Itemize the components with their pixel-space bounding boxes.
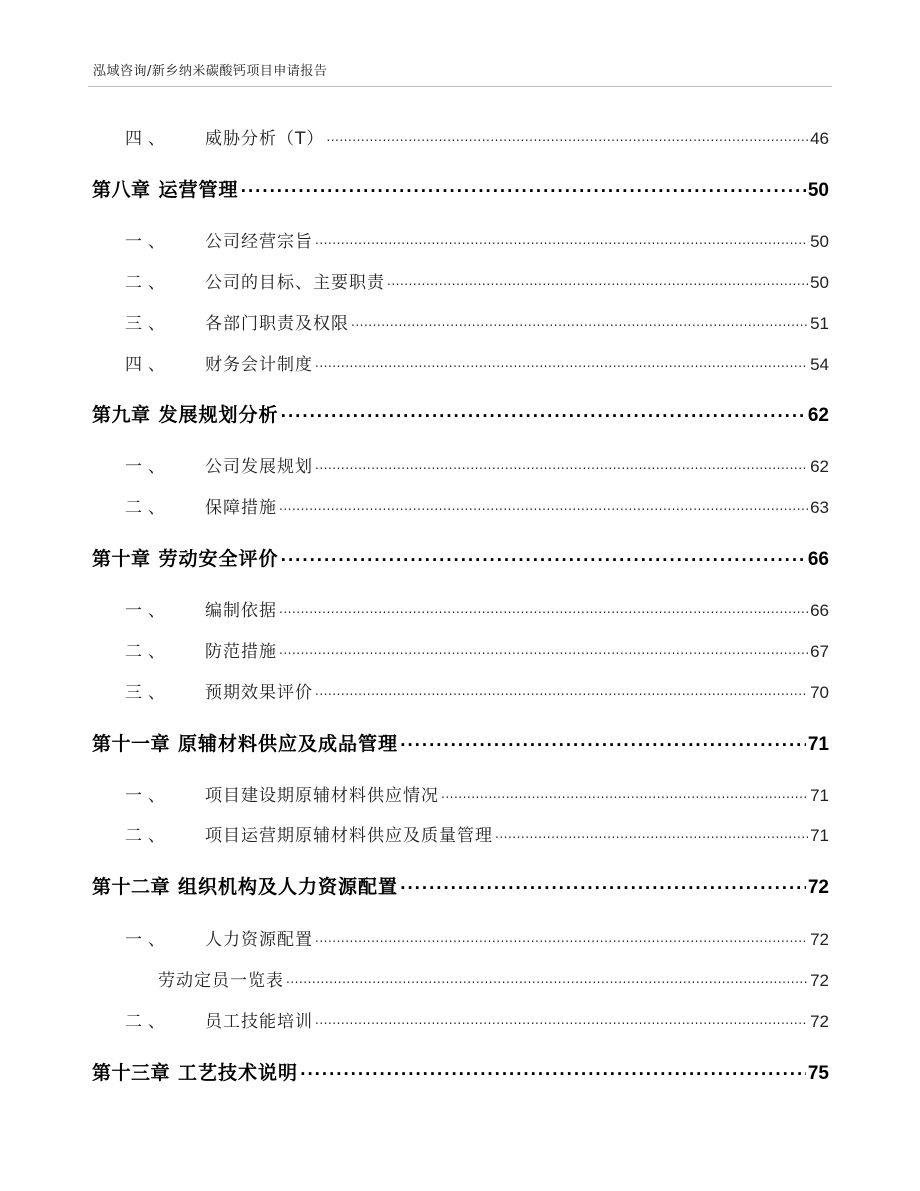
- toc-entry-page: 72: [810, 971, 829, 990]
- toc-entry[interactable]: [92, 309, 829, 334]
- toc-chapter-title: 工艺技术说明: [178, 1062, 299, 1084]
- toc-chapter-entry[interactable]: [92, 729, 829, 756]
- toc-entry-page: 70: [810, 683, 829, 702]
- toc-entry[interactable]: [92, 493, 829, 518]
- toc-chapter-title: 发展规划分析: [158, 404, 279, 426]
- page-header: 泓域咨询/新乡纳米碳酸钙项目申请报告: [93, 64, 328, 79]
- toc-entry-title: 各部门职责及权限: [205, 314, 349, 334]
- toc-entry[interactable]: [92, 227, 829, 252]
- toc-leader-dots: [441, 784, 808, 801]
- header-divider: [88, 86, 832, 87]
- toc-entry-number: 二、: [125, 273, 171, 293]
- toc-entry-number: 二、: [125, 826, 171, 846]
- toc-leader-dots: [315, 455, 808, 472]
- toc-leader-dots: [241, 177, 806, 196]
- toc-chapter-page: 66: [807, 549, 829, 570]
- toc-leader-dots: [279, 599, 808, 616]
- toc-leader-dots: [281, 402, 806, 421]
- toc-entry-title: 公司经营宗旨: [205, 232, 313, 252]
- toc-entry-page: 71: [810, 786, 829, 805]
- toc-leader-dots: [315, 353, 808, 370]
- toc-entry-title: 公司的目标、主要职责: [205, 273, 385, 293]
- toc-entry-page: 50: [810, 232, 829, 251]
- toc-entry[interactable]: [92, 781, 829, 806]
- toc-entry-title: 项目运营期原辅材料供应及质量管理: [205, 826, 493, 846]
- toc-entry-number: 一、: [125, 232, 171, 252]
- toc-entry-number: 一、: [125, 601, 171, 621]
- toc-entry[interactable]: [92, 268, 829, 293]
- toc-leader-dots: [351, 312, 808, 329]
- toc-entry-number: 一、: [125, 457, 171, 477]
- toc-leader-dots: [326, 127, 808, 144]
- toc-entry-page: 72: [810, 930, 829, 949]
- toc-chapter-page: 75: [807, 1063, 829, 1084]
- toc-leader-dots: [281, 546, 806, 565]
- toc-entry-page: 62: [810, 457, 829, 476]
- toc-entry-number: 三、: [125, 683, 171, 703]
- toc-entry[interactable]: [92, 925, 829, 950]
- toc-entry-page: 54: [810, 355, 829, 374]
- toc-leader-dots: [279, 496, 808, 513]
- toc-entry-number: 一、: [125, 786, 171, 806]
- toc-entry-number: 二、: [125, 642, 171, 662]
- toc-leader-dots: [286, 969, 808, 986]
- toc-entry-title: 威胁分析（T）: [205, 129, 325, 149]
- toc-entry-title: 人力资源配置: [205, 930, 313, 950]
- toc-entry-page: 72: [810, 1012, 829, 1031]
- toc-leader-dots: [315, 928, 808, 945]
- toc-entry-page: 66: [810, 601, 829, 620]
- toc-entry-number: 三、: [125, 314, 171, 334]
- toc-chapter-entry[interactable]: [92, 872, 829, 899]
- toc-entry-title: 编制依据: [205, 601, 277, 621]
- toc-leader-dots: [400, 874, 806, 893]
- toc-chapter-number: 第十二章: [92, 876, 171, 898]
- toc-leader-dots: [279, 640, 808, 657]
- toc-chapter-page: 62: [807, 405, 829, 426]
- toc-entry-page: 46: [810, 129, 829, 148]
- toc-chapter-title: 运营管理: [158, 179, 239, 201]
- toc-chapter-number: 第十三章: [92, 1062, 171, 1084]
- toc-entry[interactable]: [92, 966, 829, 991]
- toc-entry-title: 项目建设期原辅材料供应情况: [205, 786, 439, 806]
- toc-entry[interactable]: [92, 596, 829, 621]
- toc-leader-dots: [400, 731, 806, 750]
- toc-entry-number: 二、: [125, 1012, 171, 1032]
- toc-entry-number: 二、: [125, 498, 171, 518]
- toc-chapter-page: 50: [807, 180, 829, 201]
- toc-entry[interactable]: [92, 124, 829, 149]
- toc-entry-title: 防范措施: [205, 642, 277, 662]
- toc-chapter-page: 72: [807, 877, 829, 898]
- toc-chapter-number: 第十章: [92, 548, 151, 570]
- toc-entry-page: 50: [810, 273, 829, 292]
- toc-entry-number: 四、: [125, 355, 171, 375]
- toc-leader-dots: [315, 1010, 808, 1027]
- toc-chapter-page: 71: [807, 734, 829, 755]
- toc-chapter-number: 第十一章: [92, 733, 171, 755]
- toc-chapter-entry[interactable]: [92, 175, 829, 202]
- toc-leader-dots: [315, 681, 808, 698]
- toc-leader-dots: [315, 230, 808, 247]
- toc-entry-title: 公司发展规划: [205, 457, 313, 477]
- toc-entry-title: 保障措施: [205, 498, 277, 518]
- toc-entry-page: 71: [810, 826, 829, 845]
- toc-entry-title: 预期效果评价: [205, 683, 313, 703]
- toc-leader-dots: [300, 1060, 806, 1079]
- toc-entry-number: 四、: [125, 129, 171, 149]
- toc-entry[interactable]: [92, 350, 829, 375]
- toc-chapter-title: 原辅材料供应及成品管理: [178, 733, 399, 755]
- toc-entry[interactable]: [92, 1007, 829, 1032]
- toc-chapter-title: 劳动安全评价: [158, 548, 279, 570]
- toc-entry-page: 51: [810, 314, 829, 333]
- toc-entry-page: 63: [810, 498, 829, 517]
- toc-entry[interactable]: [92, 678, 829, 703]
- toc-leader-dots: [495, 824, 808, 841]
- toc-entry[interactable]: [92, 452, 829, 477]
- toc-entry-number: 一、: [125, 930, 171, 950]
- toc-chapter-entry[interactable]: [92, 400, 829, 427]
- toc-chapter-title: 组织机构及人力资源配置: [178, 876, 399, 898]
- toc-chapter-number: 第九章: [92, 404, 151, 426]
- toc-chapter-entry[interactable]: [92, 1058, 829, 1085]
- toc-entry-title: 财务会计制度: [205, 355, 313, 375]
- toc-entry-page: 67: [810, 642, 829, 661]
- toc-chapter-number: 第八章: [92, 179, 151, 201]
- toc-chapter-entry[interactable]: [92, 544, 829, 571]
- toc-entry-title: 员工技能培训: [205, 1012, 313, 1032]
- toc-leader-dots: [387, 271, 808, 288]
- toc-entry[interactable]: [92, 821, 829, 846]
- toc-entry-title: 劳动定员一览表: [158, 971, 284, 991]
- toc-entry[interactable]: [92, 637, 829, 662]
